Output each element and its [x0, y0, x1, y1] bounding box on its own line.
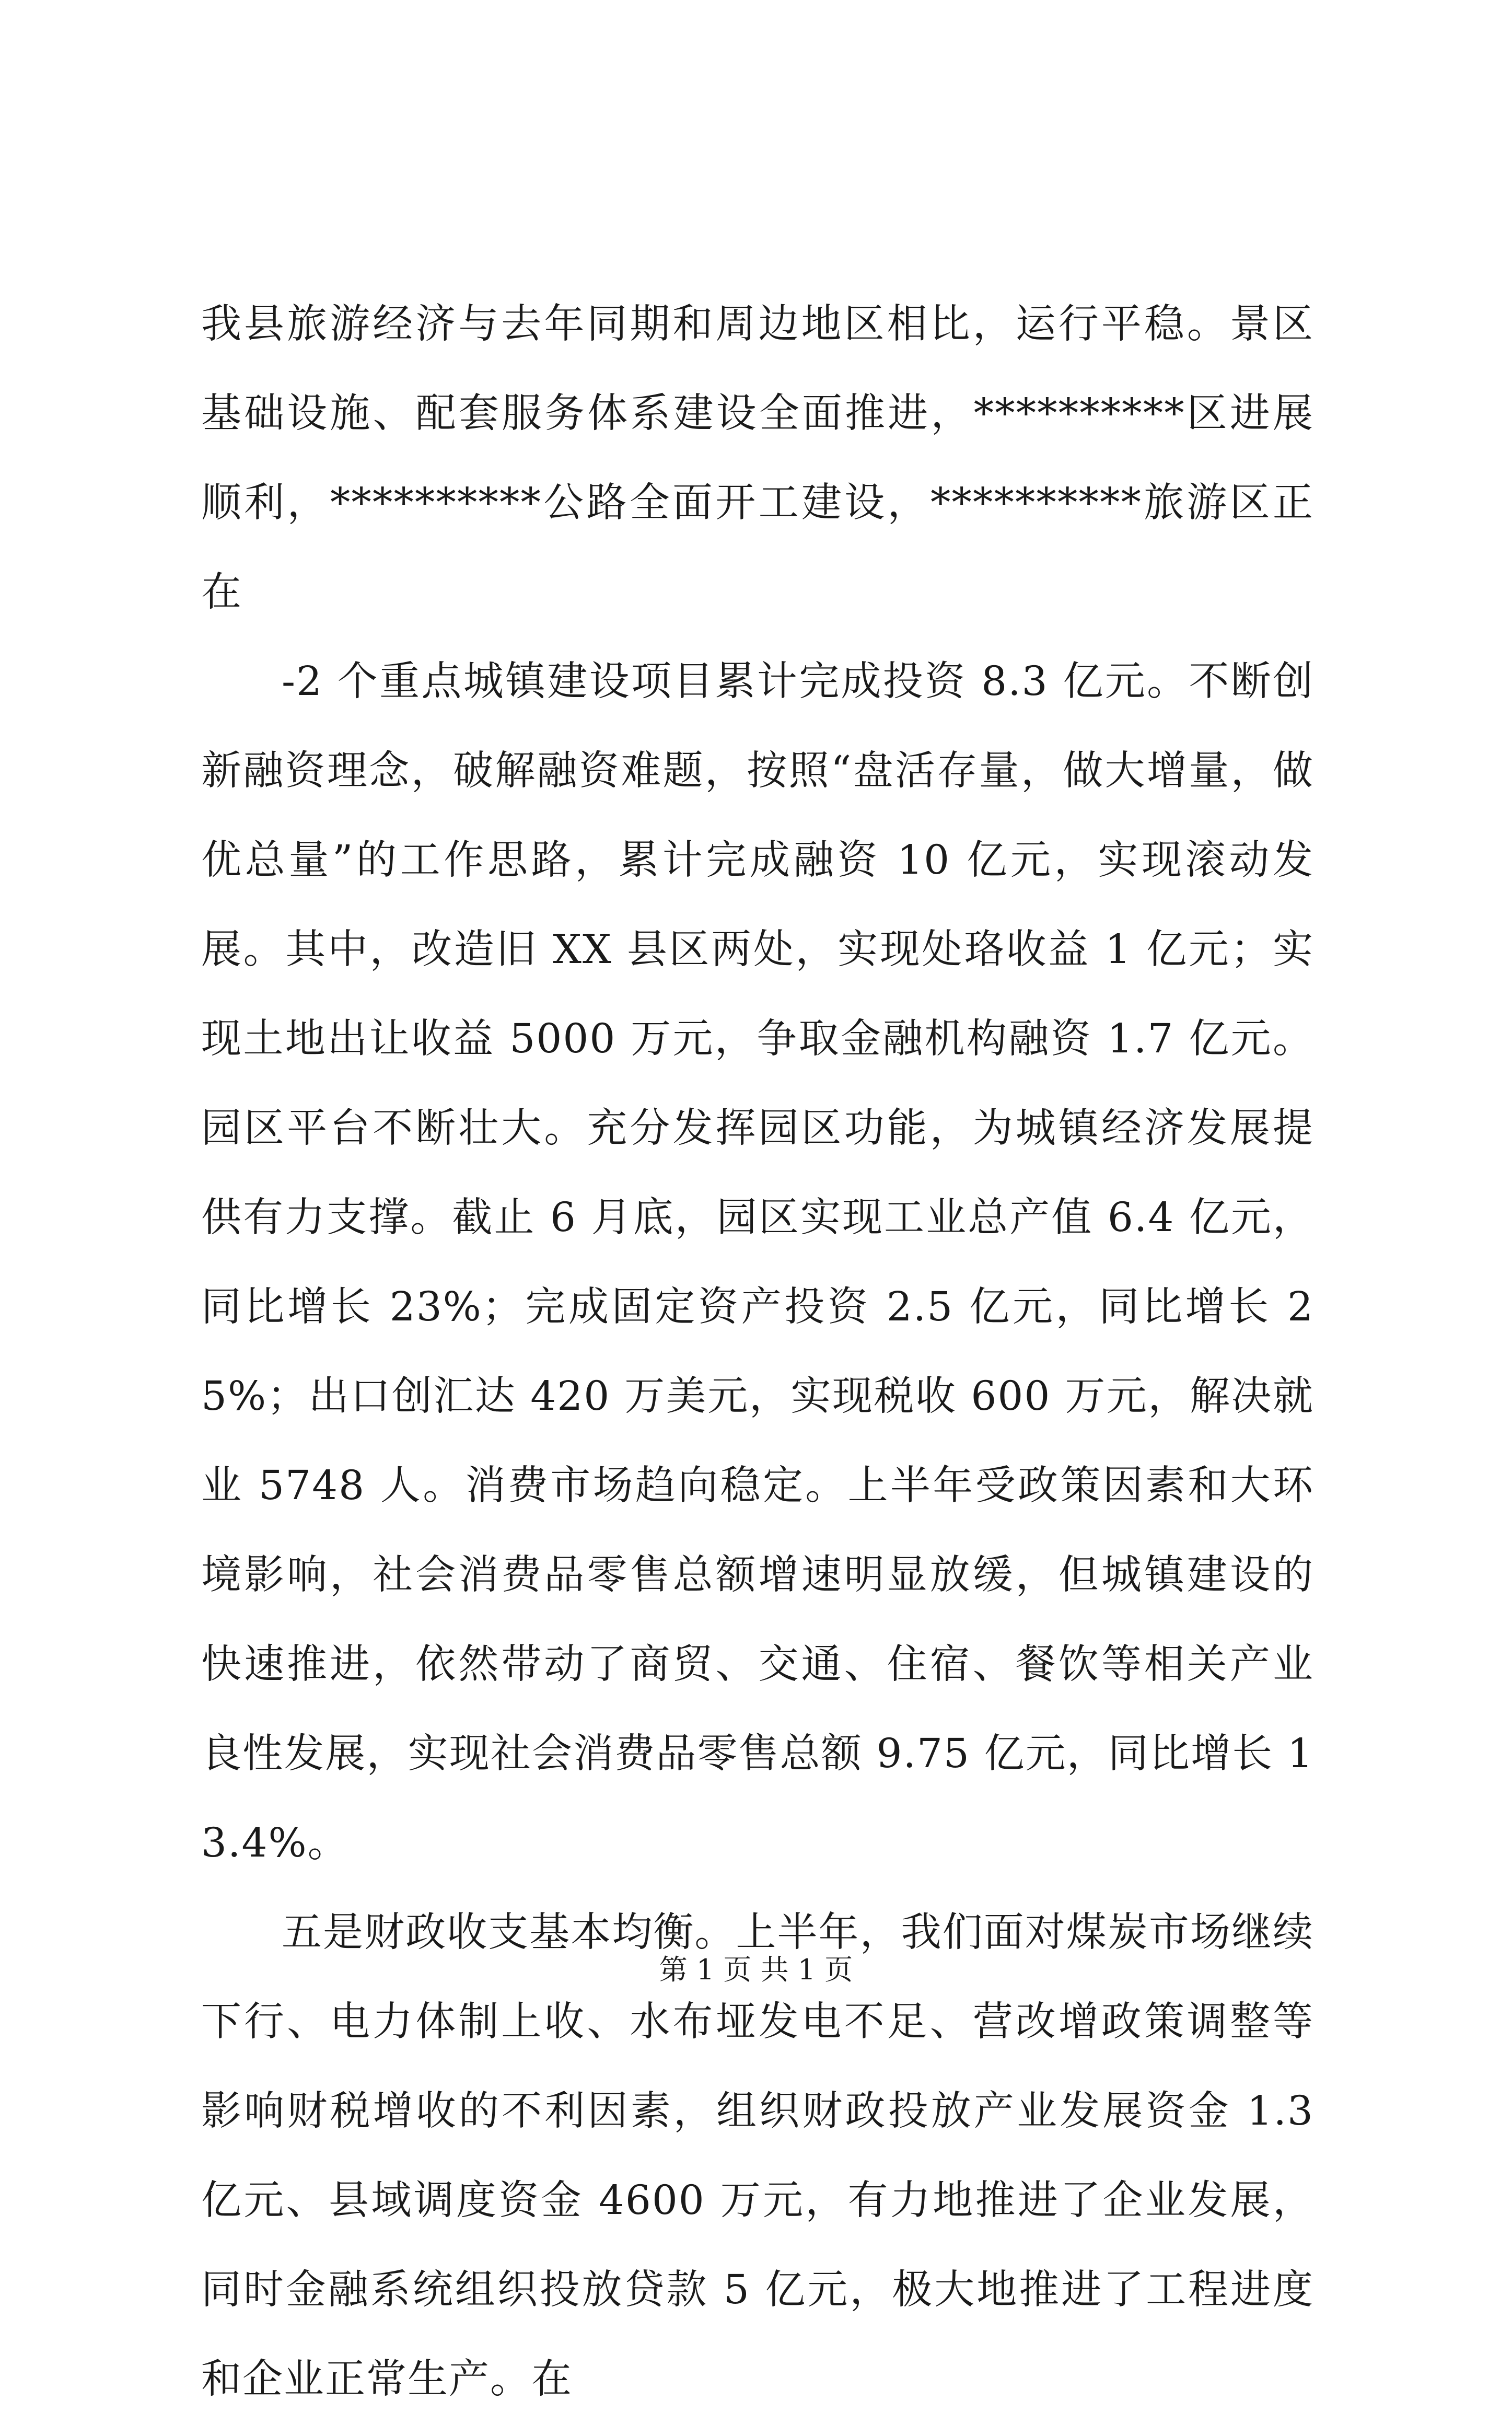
document-body — [201, 280, 1314, 2424]
paragraph-tourism-economy: 我县旅游经济与去年同期和周边地区相比，运行平稳。景区基础设施、配套服务体系建设全面推进，**********区进展顺利，**********公路全面开工建设，**********旅游区正在 — [201, 301, 1314, 616]
paragraph-fiscal-balance: 五是财政收支基本均衡。上半年，我们面对煤炭市场继续下行、电力体制上收、水布垭发电不足、营改增政策调整等影响财税增收的不利因素，组织财政投放产业发展资金 1.3 亿元、县域调度资金 4600 万元，有力地推进了企业发展，同时金融系统组织投放贷款 5 亿元，极大地推进了工程进度和企业正常生产。在 — [201, 1909, 1314, 2403]
paragraph-town-construction: -2 个重点城镇建设项目累计完成投资 8.3 亿元。不断创新融资理念，破解融资难题，按照“盘活存量，做大增量，做优总量”的工作思路，累计完成融资 10 亿元，实现滚动发展。其中，改造旧 XX 县区两处，实现处珞收益 1 亿元；实现土地出让收益 5000 万元，争取金融机构融资 1.7 亿元。园区平台不断壮大。充分发挥园区功能，为城镇经济发展提供有力支撑。截止 6 月底，园区实现工业总产值 6.4 亿元，同比增长 23%；完成固定资产投资 2.5 亿元，同比增长 25%；出口创汇达 420 万美元，实现税收 600 万元，解决就业 5748 人。消费市场趋向稳定。上半年受政策因素和大环境影响，社会消费品零售总额增速明显放缓，但城镇建设的快速推进，依然带动了商贸、交通、住宿、餐饮等相关产业良性发展，实现社会消费品零售总额 9.75 亿元，同比增长 13.4%。 — [201, 658, 1314, 1866]
page-footer: 第 1 页 共 1 页 — [659, 1953, 853, 1986]
